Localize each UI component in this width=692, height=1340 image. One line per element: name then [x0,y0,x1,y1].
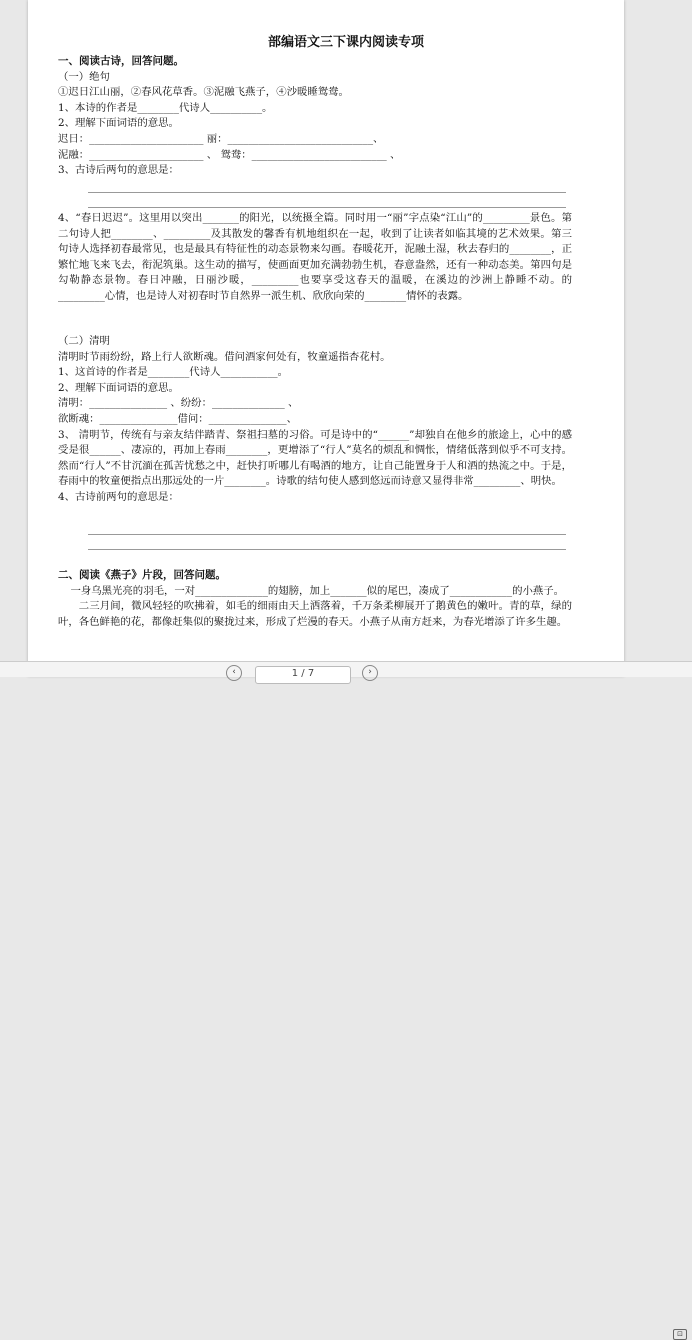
prev-page-button[interactable]: ‹ [226,665,242,681]
section-1-heading: 一、阅读古诗，回答问题。 [58,55,184,67]
fullscreen-icon[interactable]: ⊡ [673,1329,687,1340]
page-title: 部编语文三下课内阅读专项 [267,35,424,50]
passage-paragraph-2: 二三月间，微风轻轻的吹拂着，如毛的细雨由天上洒落着，千万条柔柳展开了鹅黄色的嫩叶。青的草，绿的叶，各色鲜艳的花，都像赶集似的聚拢过来，形成了烂漫的春天。小燕子从南方赶来，为春光增添了许多生趣。 [58,600,572,628]
page-number-input[interactable]: 1 / 7 [255,666,351,684]
answer-line [88,192,566,193]
section-1 [58,54,572,179]
poem-1-subtitle: （一）绝句 [58,70,110,83]
answer-line [88,549,566,550]
poem-2-subtitle: （二）清明 [58,335,110,347]
poem-2-q4: 4、古诗前两句的意思是： [58,490,179,503]
section-2 [58,568,572,630]
page-navigation-bar [0,661,692,1338]
poem-1-vocab-2: 泥融：______________________ 、 鸳鸯：__________________________ 、 [58,148,401,161]
poem-2-vocab-1: 清明：_______________ 、纷纷：______________ 、 [58,397,299,410]
section-2-heading: 二、阅读《燕子》片段，回答问题。 [58,569,226,581]
poem-1-q2: 2、理解下面词语的意思。 [58,117,179,130]
poem-2-q3: 3、 清明节，传统有与亲友结伴踏青、祭祖扫墓的习俗。可是诗中的“______”却独自在他乡的旅途上，心中的感受是很______、凄凉的，再加上春雨________，更增添了“行人”莫名的烦乱和惆怅，情绪低落到似乎不可支持。然而“行人”不甘沉湎在孤苦忧愁之中，赶快打听哪儿有喝酒的地方，让自己能置身于人和酒的热流之中。于是，春雨中的牧童便指点出那远处的一片________。诗歌的结句使人感到悠远而诗意又显得非常_________、明快。 [58,428,572,488]
next-page-button[interactable]: › [362,665,378,681]
poem-2-vocab-2: 欲断魂：_______________借问：_______________、 [58,412,297,425]
poem-1-q4: 4、“春日迟迟”。这里用以突出_______的阳光，以统摄全篇。同时用一“丽”字点染“江山”的_________景色。第二句诗人把________、_________及其散发的馨香有机地组织在一起，收到了让读者如临其境的艺术效果。第三句诗人选择初春最常见，也是最具有特征性的动态景物来勾画。春暖花开，泥融土湿，秋去春归的________，正繁忙地飞来飞去，衔泥筑巢。这生动的描写，使画面更加充满勃勃生机，春意盎然，还有一种动态美。第四句是勾勒静态景物。春日冲融，日丽沙暖，_________也要享受这春天的温暖，在溪边的沙洲上静睡不动。的_________心情，也是诗人对初春时节自然界一派生机、欣欣向荣的________情怀的表露。 [58,212,572,302]
passage-paragraph-1: 一身乌黑光亮的羽毛，一对______________的翅膀，加上_______似的尾巴，凑成了____________的小燕子。 [70,584,565,597]
poem-1-q1: 1、本诗的作者是________代诗人__________。 [58,101,273,114]
poem-2-q1: 1、这首诗的作者是________代诗人___________。 [58,366,289,379]
poem-1-q3: 3、古诗后两句的意思是： [58,164,179,177]
poem-1-text: ①迟日江山丽，②春风花草香。③泥融飞燕子，④沙暖睡鸳鸯。 [58,86,349,99]
answer-line [88,534,566,535]
poem-2-text: 清明时节雨纷纷，路上行人欲断魂。借问酒家何处有，牧童遥指杏花村。 [58,350,391,363]
poem-2-q2: 2、理解下面词语的意思。 [58,381,179,394]
poem-1-vocab-1: 迟日：______________________ 丽：____________________________、 [58,132,384,145]
answer-line [88,207,566,208]
poem-2-block [58,334,572,506]
